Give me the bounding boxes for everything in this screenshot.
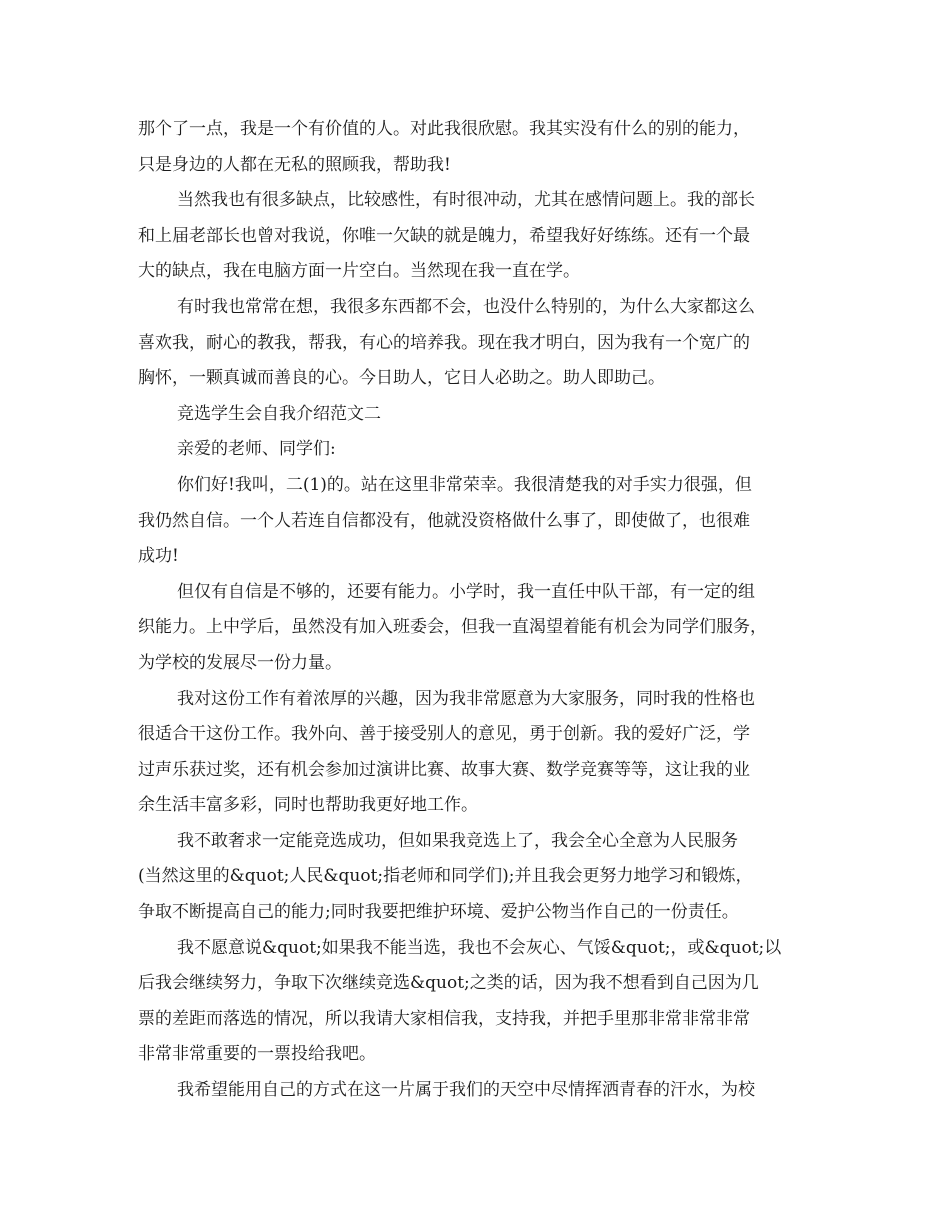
text-line: 但仅有自信是不够的，还要有能力。小学时，我一直任中队干部，有一定的组: [177, 581, 755, 602]
text-line: 你们好!我叫，二(1)的。站在这里非常荣幸。我很清楚我的对手实力很强，但: [177, 474, 752, 495]
text-line: 争取不断提高自己的能力;同时我要把维护环境、爱护公物当作自己的一份责任。: [138, 902, 739, 923]
text-line: 过声乐获过奖，还有机会参加过演讲比赛、故事大赛、数学竞赛等等，这让我的业: [138, 759, 750, 780]
text-line: 成功!: [138, 546, 179, 567]
text-line: 我仍然自信。一个人若连自信都没有，他就没资格做什么事了，即使做了，也很难: [138, 510, 750, 531]
text-line: 余生活丰富多彩，同时也帮助我更好地工作。: [138, 795, 478, 816]
text-line: 票的差距而落选的情况，所以我请大家相信我，支持我，并把手里那非常非常非常: [138, 1008, 750, 1029]
text-line: 我希望能用自己的方式在这一片属于我们的天空中尽情挥洒青春的汗水，为校: [177, 1080, 755, 1101]
text-line: 织能力。上中学后，虽然没有加入班委会，但我一直渴望着能有机会为同学们服务，: [138, 617, 767, 638]
text-line: 我不敢奢求一定能竞选成功，但如果我竞选上了，我会全心全意为人民服务: [177, 830, 738, 851]
text-line: 只是身边的人都在无私的照顾我，帮助我!: [138, 154, 451, 175]
text-line: 很适合干这份工作。我外向、善于接受别人的意见，勇于创新。我的爱好广泛，学: [138, 724, 750, 745]
text-line: 和上届老部长也曾对我说，你唯一欠缺的就是魄力，希望我好好练练。还有一个最: [138, 225, 750, 246]
text-line: 胸怀，一颗真诚而善良的心。今日助人，它日人必助之。助人即助己。: [138, 368, 665, 389]
text-line: 我对这份工作有着浓厚的兴趣，因为我非常愿意为大家服务，同时我的性格也: [177, 688, 755, 709]
text-line: 亲爱的老师、同学们:: [177, 439, 336, 460]
document-body: [138, 112, 824, 1109]
text-line: 我不愿意说&quot;如果我不能当选，我也不会灰心、气馁&quot;，或&quot;以: [177, 937, 782, 958]
text-line: 竞选学生会自我介绍范文二: [177, 403, 381, 424]
text-line: 喜欢我，耐心的教我，帮我，有心的培养我。现在我才明白，因为我有一个宽广的: [138, 332, 750, 353]
text-line: (当然这里的&quot;人民&quot;指老师和同学们);并且我会更努力地学习和锻炼，: [138, 866, 753, 887]
text-line: 那个了一点，我是一个有价值的人。对此我很欣慰。我其实没有什么的别的能力，: [138, 119, 750, 139]
text-line: 当然我也有很多缺点，比较感性，有时很冲动，尤其在感情问题上。我的部长: [177, 190, 755, 211]
text-line: 有时我也常常在想，我很多东西都不会，也没什么特别的，为什么大家都这么: [177, 296, 755, 317]
text-line: 为学校的发展尽一份力量。: [138, 652, 342, 673]
text-line: 大的缺点，我在电脑方面一片空白。当然现在我一直在学。: [138, 261, 580, 282]
text-line: 后我会继续努力，争取下次继续竞选&quot;之类的话，因为我不想看到自己因为几: [138, 973, 759, 994]
text-line: 非常非常重要的一票投给我吧。: [138, 1044, 376, 1065]
